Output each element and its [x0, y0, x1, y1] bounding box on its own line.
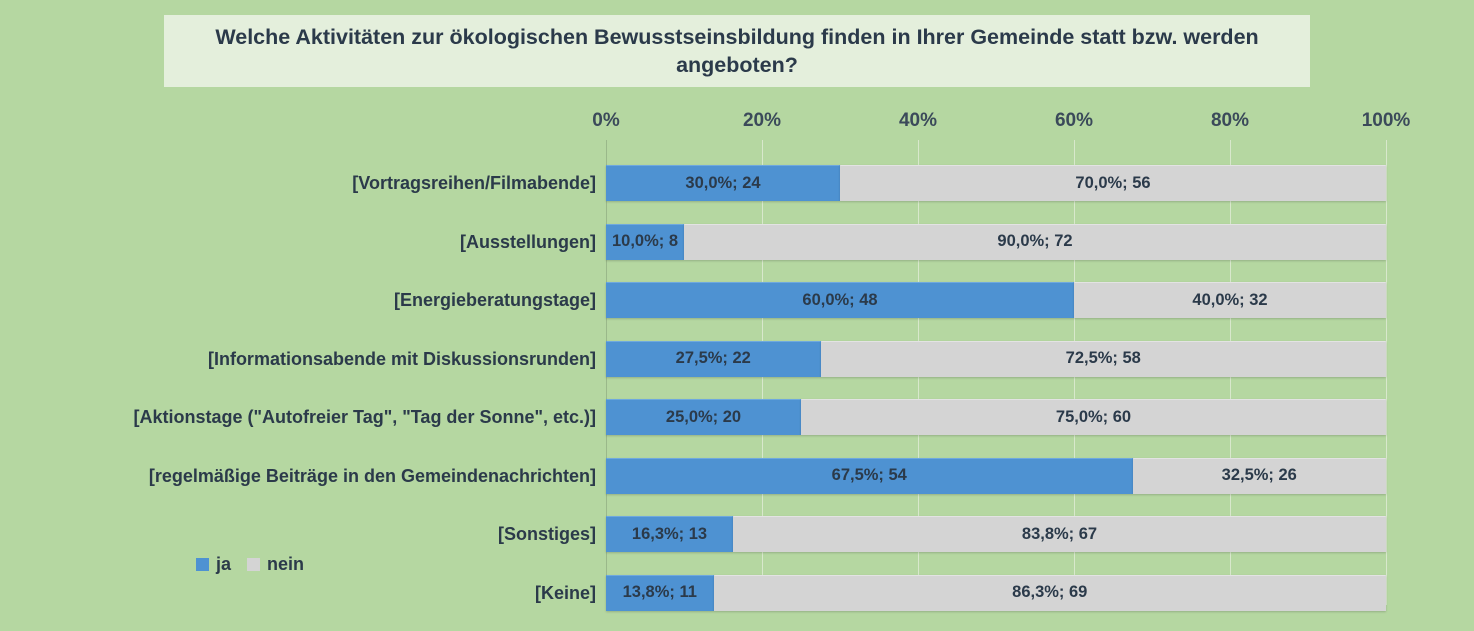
bar-segment-nein[interactable]	[684, 224, 1386, 260]
legend-label-nein: nein	[267, 554, 305, 574]
bar-segment-nein[interactable]	[821, 341, 1387, 377]
bar-data-label: 10,0%; 8	[611, 232, 679, 250]
chart-legend	[196, 554, 304, 575]
bar-data-label: 67,5%; 54	[831, 466, 907, 484]
bar-data-label: 30,0%; 24	[685, 173, 761, 192]
bar-data-label: 40,0%; 32	[1192, 290, 1268, 309]
bar-segment-ja[interactable]	[606, 224, 684, 260]
bar-segment-ja[interactable]	[606, 516, 733, 552]
y-axis-category-label: [Keine]	[534, 582, 596, 603]
bar-data-label: 32,5%; 26	[1221, 466, 1297, 484]
y-axis-category-label: [Ausstellungen]	[459, 231, 596, 252]
bar-data-label: 75,0%; 60	[1055, 407, 1132, 426]
bar-data-label: 13,8%; 11	[622, 583, 697, 601]
bar-data-label: 25,0%; 20	[665, 407, 742, 426]
y-axis-category-label: [Vortragsreihen/Filmabende]	[352, 173, 596, 193]
bar-data-label: 70,0%; 56	[1075, 173, 1151, 192]
x-axis-tick-label: 60%	[1054, 110, 1094, 131]
legend-label-ja: ja	[216, 554, 232, 574]
bar-data-label: 60,0%; 48	[802, 290, 878, 309]
bar-segment-nein[interactable]	[714, 575, 1386, 611]
x-axis-tick-label: 80%	[1210, 110, 1250, 131]
bar-segment-nein[interactable]	[733, 516, 1386, 552]
bar-segment-ja[interactable]	[606, 282, 1074, 318]
x-axis-tick-label: 20%	[742, 110, 782, 131]
bar-row	[606, 282, 1386, 318]
x-axis-tick-label: 100%	[1361, 110, 1411, 131]
bar-row	[606, 341, 1386, 377]
bar-segment-nein[interactable]	[801, 399, 1386, 435]
bar-segment-ja[interactable]	[606, 575, 714, 611]
legend-item-nein[interactable]	[247, 554, 304, 575]
bar-segment-ja[interactable]	[606, 399, 801, 435]
legend-swatch-icon	[196, 558, 209, 571]
gridline	[1386, 140, 1387, 605]
x-axis-tick-label: 0%	[592, 110, 620, 131]
y-axis-category-label: [Aktionstage ("Autofreier Tag", "Tag der Sonne", etc.)]	[133, 407, 596, 427]
legend-swatch-icon	[247, 558, 260, 571]
bar-segment-ja[interactable]	[606, 165, 840, 201]
bar-data-label: 90,0%; 72	[997, 232, 1073, 250]
chart-title-box	[164, 15, 1310, 87]
bar-row	[606, 516, 1386, 552]
bar-segment-ja[interactable]	[606, 458, 1133, 494]
bar-segment-nein[interactable]	[840, 165, 1386, 201]
y-axis-category-label: [Informationsabende mit Diskussionsrunden]	[207, 348, 596, 369]
bar-data-label: 72,5%; 58	[1065, 349, 1141, 367]
bar-segment-ja[interactable]	[606, 341, 821, 377]
y-axis-category-label: [regelmäßige Beiträge in den Gemeindenachrichten]	[148, 465, 596, 486]
bar-row	[606, 458, 1386, 494]
bar-row	[606, 224, 1386, 260]
bar-row	[606, 575, 1386, 611]
legend-item-ja[interactable]	[196, 554, 231, 575]
bar-row	[606, 399, 1386, 435]
bar-segment-nein[interactable]	[1133, 458, 1387, 494]
bar-data-label: 86,3%; 69	[1012, 583, 1088, 601]
x-axis-tick-label: 40%	[898, 110, 938, 131]
y-axis-category-label: [Sonstiges]	[497, 524, 596, 544]
bar-segment-nein[interactable]	[1074, 282, 1386, 318]
x-axis-tick-labels	[0, 110, 1474, 136]
bar-data-label: 16,3%; 13	[631, 524, 708, 543]
bar-row	[606, 165, 1386, 201]
page-title: Welche Aktivitäten zur ökologischen Bewusstseinsbildung finden in Ihrer Gemeinde statt bzw. werden angeboten?	[215, 24, 1259, 77]
bar-data-label: 27,5%; 22	[675, 349, 751, 367]
y-axis-category-label: [Energieberatungstage]	[393, 290, 596, 310]
bar-data-label: 83,8%; 67	[1021, 524, 1098, 543]
